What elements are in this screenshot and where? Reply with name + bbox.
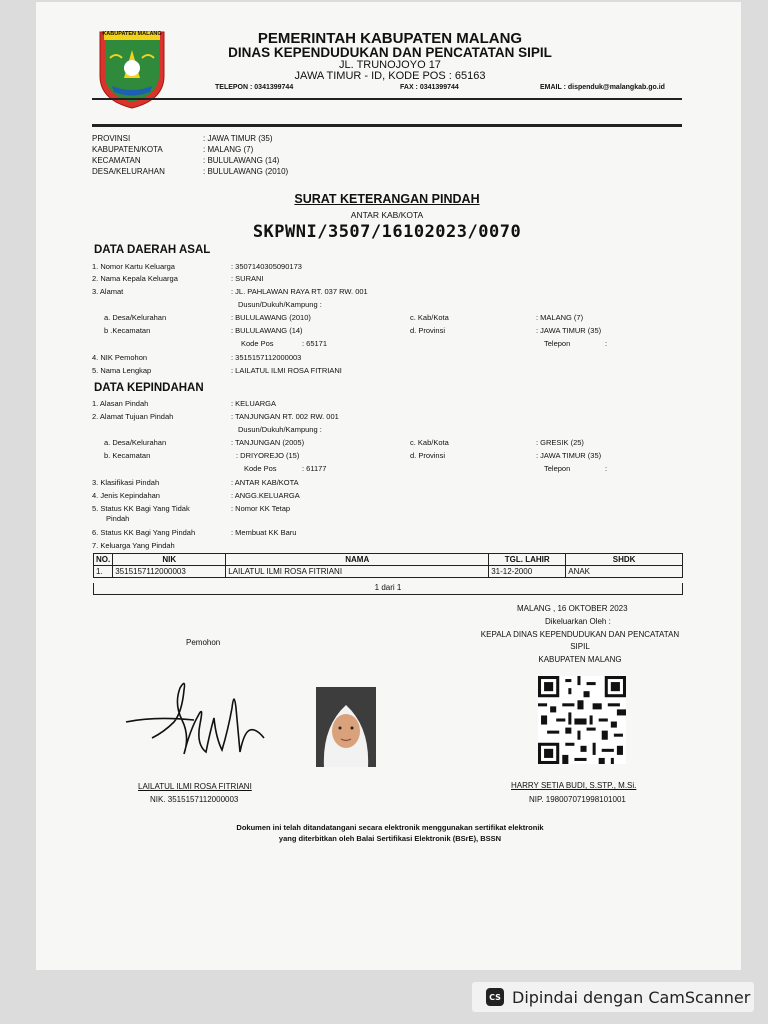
field-label: b. Kecamatan	[104, 451, 151, 460]
field-label: 5. Nama Lengkap	[92, 366, 152, 375]
pemohon-nik: NIK. 3515157112000003	[150, 795, 239, 804]
official-nip: NIP. 198007071998101001	[529, 795, 626, 804]
document-title: SURAT KETERANGAN PINDAH	[294, 192, 480, 206]
person-photo-icon	[316, 687, 376, 767]
header-fax: FAX : 0341399744	[400, 84, 459, 91]
field-value: :	[605, 464, 608, 473]
field-label: Kode Pos	[241, 339, 274, 348]
region-label: KABUPATEN/KOTA	[92, 145, 163, 154]
header-line-4: JAWA TIMUR - ID, KODE POS : 65163	[294, 70, 486, 82]
table-cell: 3515157112000003	[113, 566, 226, 578]
field-label: 1. Alasan Pindah	[92, 399, 149, 408]
field-label: d. Provinsi	[410, 451, 446, 460]
sign-issued: Dikeluarkan Oleh :	[545, 617, 611, 626]
region-label: PROVINSI	[92, 134, 131, 143]
field-value: : JAWA TIMUR (35)	[536, 451, 602, 460]
field-label: c. Kab/Kota	[410, 313, 449, 322]
field-label: 4. Jenis Kepindahan	[92, 491, 160, 500]
field-value: : DRIYOREJO (15)	[236, 451, 300, 460]
pemohon-name: LAILATUL ILMI ROSA FITRIANI	[138, 782, 252, 791]
field-label: a. Desa/Kelurahan	[104, 438, 167, 447]
region-value: : BULULAWANG (2010)	[203, 167, 289, 176]
field-label: d. Provinsi	[410, 326, 446, 335]
document-number: SKPWNI/3507/16102023/0070	[252, 222, 522, 242]
field-value: : ANTAR KAB/KOTA	[231, 478, 299, 487]
field-value: : BULULAWANG (2010)	[231, 313, 311, 322]
sign-office: KABUPATEN MALANG	[538, 655, 622, 664]
column-header: NAMA	[226, 554, 489, 566]
table-header-row	[94, 554, 683, 566]
field-label: Telepon	[544, 339, 571, 348]
field-value: : JAWA TIMUR (35)	[536, 326, 602, 335]
camscanner-watermark	[472, 982, 754, 1012]
field-value: : 65171	[302, 339, 328, 348]
field-label: Kode Pos	[244, 464, 277, 473]
field-value: : Nomor KK Tetap	[231, 504, 291, 513]
qr-code-icon	[538, 676, 626, 764]
field-value: : MALANG (7)	[536, 313, 584, 322]
field-label: 3. Klasifikasi Pindah	[92, 478, 160, 487]
field-value: : 3507140305090173	[231, 262, 302, 271]
camscanner-icon: CS	[486, 988, 504, 1006]
field-label: 2. Alamat Tujuan Pindah	[92, 412, 174, 421]
table-row	[94, 566, 683, 578]
sign-date: MALANG , 16 OKTOBER 2023	[517, 604, 628, 613]
field-label: 4. NIK Pemohon	[92, 353, 148, 362]
field-label: Pindah	[106, 514, 130, 523]
column-header: NO.	[94, 554, 113, 566]
field-value: : TANJUNGAN RT. 002 RW. 001	[231, 412, 339, 421]
field-label: 5. Status KK Bagi Yang Tidak	[92, 504, 190, 513]
field-label: 3. Alamat	[92, 287, 124, 296]
field-label: Telepon	[544, 464, 571, 473]
family-table	[93, 553, 683, 578]
region-label: DESA/KELURAHAN	[92, 167, 165, 176]
field-value: : 3515157112000003	[231, 353, 302, 362]
applicant-photo	[316, 687, 376, 767]
field-label: 7. Keluarga Yang Pindah	[92, 541, 175, 550]
table-cell: 31-12-2000	[489, 566, 566, 578]
pemohon-label: Pemohon	[186, 638, 221, 647]
field-label: Dusun/Dukuh/Kampung :	[238, 300, 322, 309]
field-value: :	[605, 339, 608, 348]
column-header: TGL. LAHIR	[489, 554, 566, 566]
footer-line: yang diterbitkan oleh Balai Sertifikasi Elektronik (BSrE), BSSN	[278, 834, 502, 843]
field-value: : LAILATUL ILMI ROSA FITRIANI	[231, 366, 342, 375]
official-name: HARRY SETIA BUDI, S.STP., M.Si.	[511, 781, 637, 790]
header-line-3: JL. TRUNOJOYO 17	[339, 59, 441, 71]
region-label: KECAMATAN	[92, 156, 141, 165]
header-telepon: TELEPON : 0341399744	[215, 84, 294, 91]
signature-icon	[124, 660, 274, 765]
column-header: SHDK	[566, 554, 683, 566]
field-label: 1. Nomor Kartu Keluarga	[92, 262, 175, 271]
header-line-2: DINAS KEPENDUDUKAN DAN PENCATATAN SIPIL	[228, 45, 552, 60]
field-label: a. Desa/Kelurahan	[104, 313, 167, 322]
region-value: : BULULAWANG (14)	[203, 156, 280, 165]
field-label: 6. Status KK Bagi Yang Pindah	[92, 528, 196, 537]
camscanner-text: Dipindai dengan CamScanner	[512, 987, 751, 1007]
header-email: EMAIL : dispenduk@malangkab.go.id	[540, 84, 665, 91]
column-header: NIK	[113, 554, 226, 566]
field-value: : BULULAWANG (14)	[231, 326, 303, 335]
sign-office: SIPIL	[570, 642, 590, 651]
field-label: b .Kecamatan	[104, 326, 151, 335]
section-heading-kepindahan: DATA KEPINDAHAN	[94, 382, 204, 394]
field-value: : Membuat KK Baru	[231, 528, 297, 537]
region-block	[92, 134, 392, 178]
field-label: 2. Nama Kepala Keluarga	[92, 274, 178, 283]
field-value: : SURANI	[231, 274, 264, 283]
page-indicator: 1 dari 1	[93, 583, 683, 595]
emblem-text: KABUPATEN MALANG	[102, 31, 162, 37]
section-heading-asal: DATA DAERAH ASAL	[94, 244, 211, 256]
field-value: : JL. PAHLAWAN RAYA RT. 037 RW. 001	[231, 287, 368, 296]
sign-office: KEPALA DINAS KEPENDUDUKAN DAN PENCATATAN	[480, 630, 680, 639]
field-value: : 61177	[302, 464, 327, 473]
table-cell: ANAK	[566, 566, 683, 578]
header-line-1: PEMERINTAH KABUPATEN MALANG	[257, 30, 523, 47]
field-value: : TANJUNGAN (2005)	[231, 438, 305, 447]
field-label: c. Kab/Kota	[410, 438, 449, 447]
header-divider	[92, 98, 682, 100]
region-value: : MALANG (7)	[203, 145, 254, 154]
field-value: : GRESIK (25)	[536, 438, 584, 447]
field-value: : ANGG.KELUARGA	[231, 491, 300, 500]
table-cell: 1.	[94, 566, 113, 578]
document-subtitle: ANTAR KAB/KOTA	[350, 210, 424, 220]
table-cell: LAILATUL ILMI ROSA FITRIANI	[226, 566, 489, 578]
field-value: : KELUARGA	[231, 399, 277, 408]
header-divider-thick	[92, 124, 682, 127]
footer-line: Dokumen ini telah ditandatangani secara elektronik menggunakan sertifikat elektronik	[236, 823, 544, 832]
field-label: Dusun/Dukuh/Kampung :	[238, 425, 322, 434]
region-value: : JAWA TIMUR (35)	[203, 134, 273, 143]
